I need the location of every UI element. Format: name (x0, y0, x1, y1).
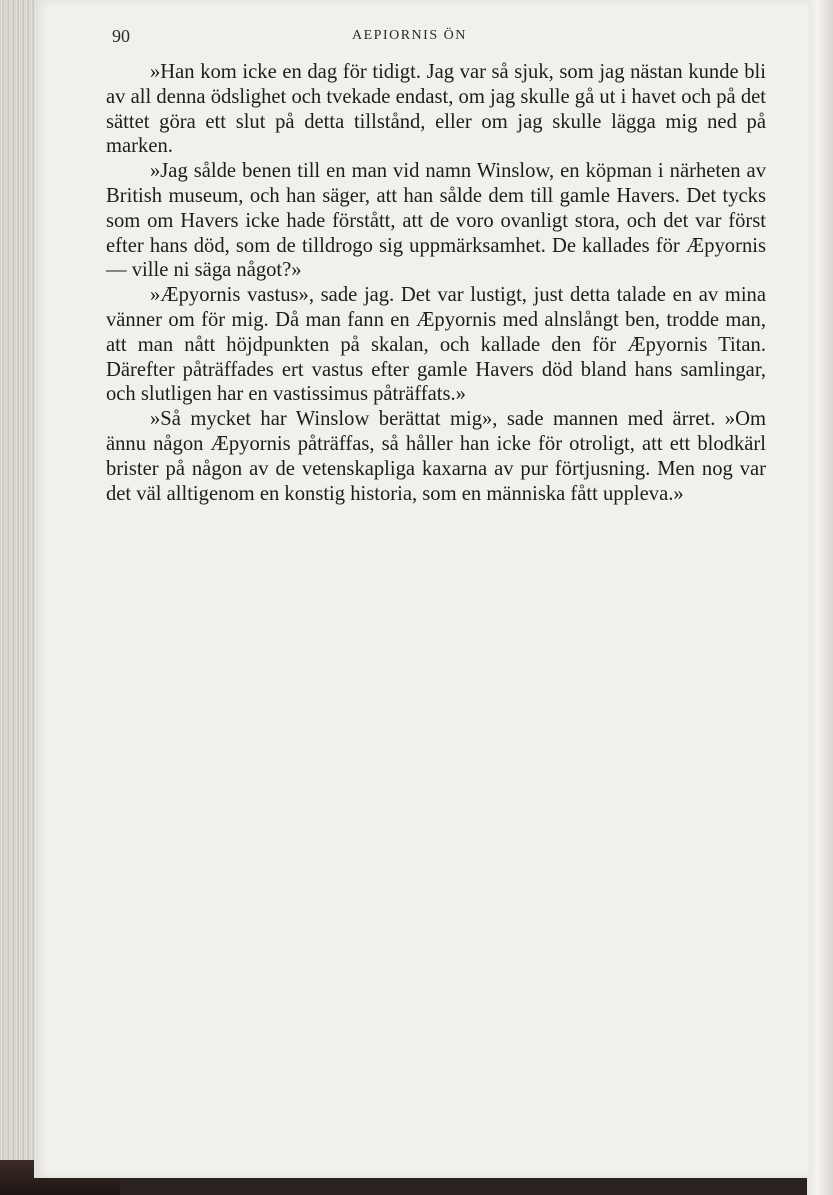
body-text (106, 60, 766, 506)
paragraph: »Så mycket har Winslow berättat mig», sade mannen med ärret. »Om ännu någon Æpyornis påträffas, så håller han icke för otroligt, att ett blodkärl brister på någon av de vetenskapliga kaxarna av pur förtjusning. Men nog var det väl alltigenom en konstig historia, som en människa fått uppleva.» (106, 408, 766, 505)
facing-page-edge (807, 0, 833, 1195)
page-header (112, 26, 502, 48)
paragraph: »Han kom icke en dag för tidigt. Jag var så sjuk, som jag nästan kunde bli av all denna ödslighet och tvekade endast, om jag skulle gå ut i havet och på det sättet göra ett slut på detta tillstånd, eller om jag skulle lägga mig ned på marken. (106, 61, 766, 158)
paragraph: »Jag sålde benen till en man vid namn Winslow, en köpman i närheten av British museum, och han säger, att han sålde dem till gamle Havers. Det tycks som om Havers icke hade förstått, att de voro ovanligt stora, och det var först efter hans död, som de tilldrogo sig uppmärksamhet. De kallades för Æpyornis — ville ni säga något?» (106, 160, 766, 282)
running-title: AEPIORNIS ÖN (352, 28, 467, 43)
book-page (34, 0, 809, 1178)
page-number: 90 (112, 26, 130, 46)
paragraph: »Æpyornis vastus», sade jag. Det var lustigt, just detta talade en av mina vänner om för mig. Då man fann en Æpyornis med alnslångt ben, trodde man, att man nått höjdpunkten på skalan, och kallade den för Æpyornis Titan. Därefter påträffades ert vastus efter gamle Havers död bland hans samlingar, och slutligen har en vastissimus påträffats.» (106, 284, 766, 406)
